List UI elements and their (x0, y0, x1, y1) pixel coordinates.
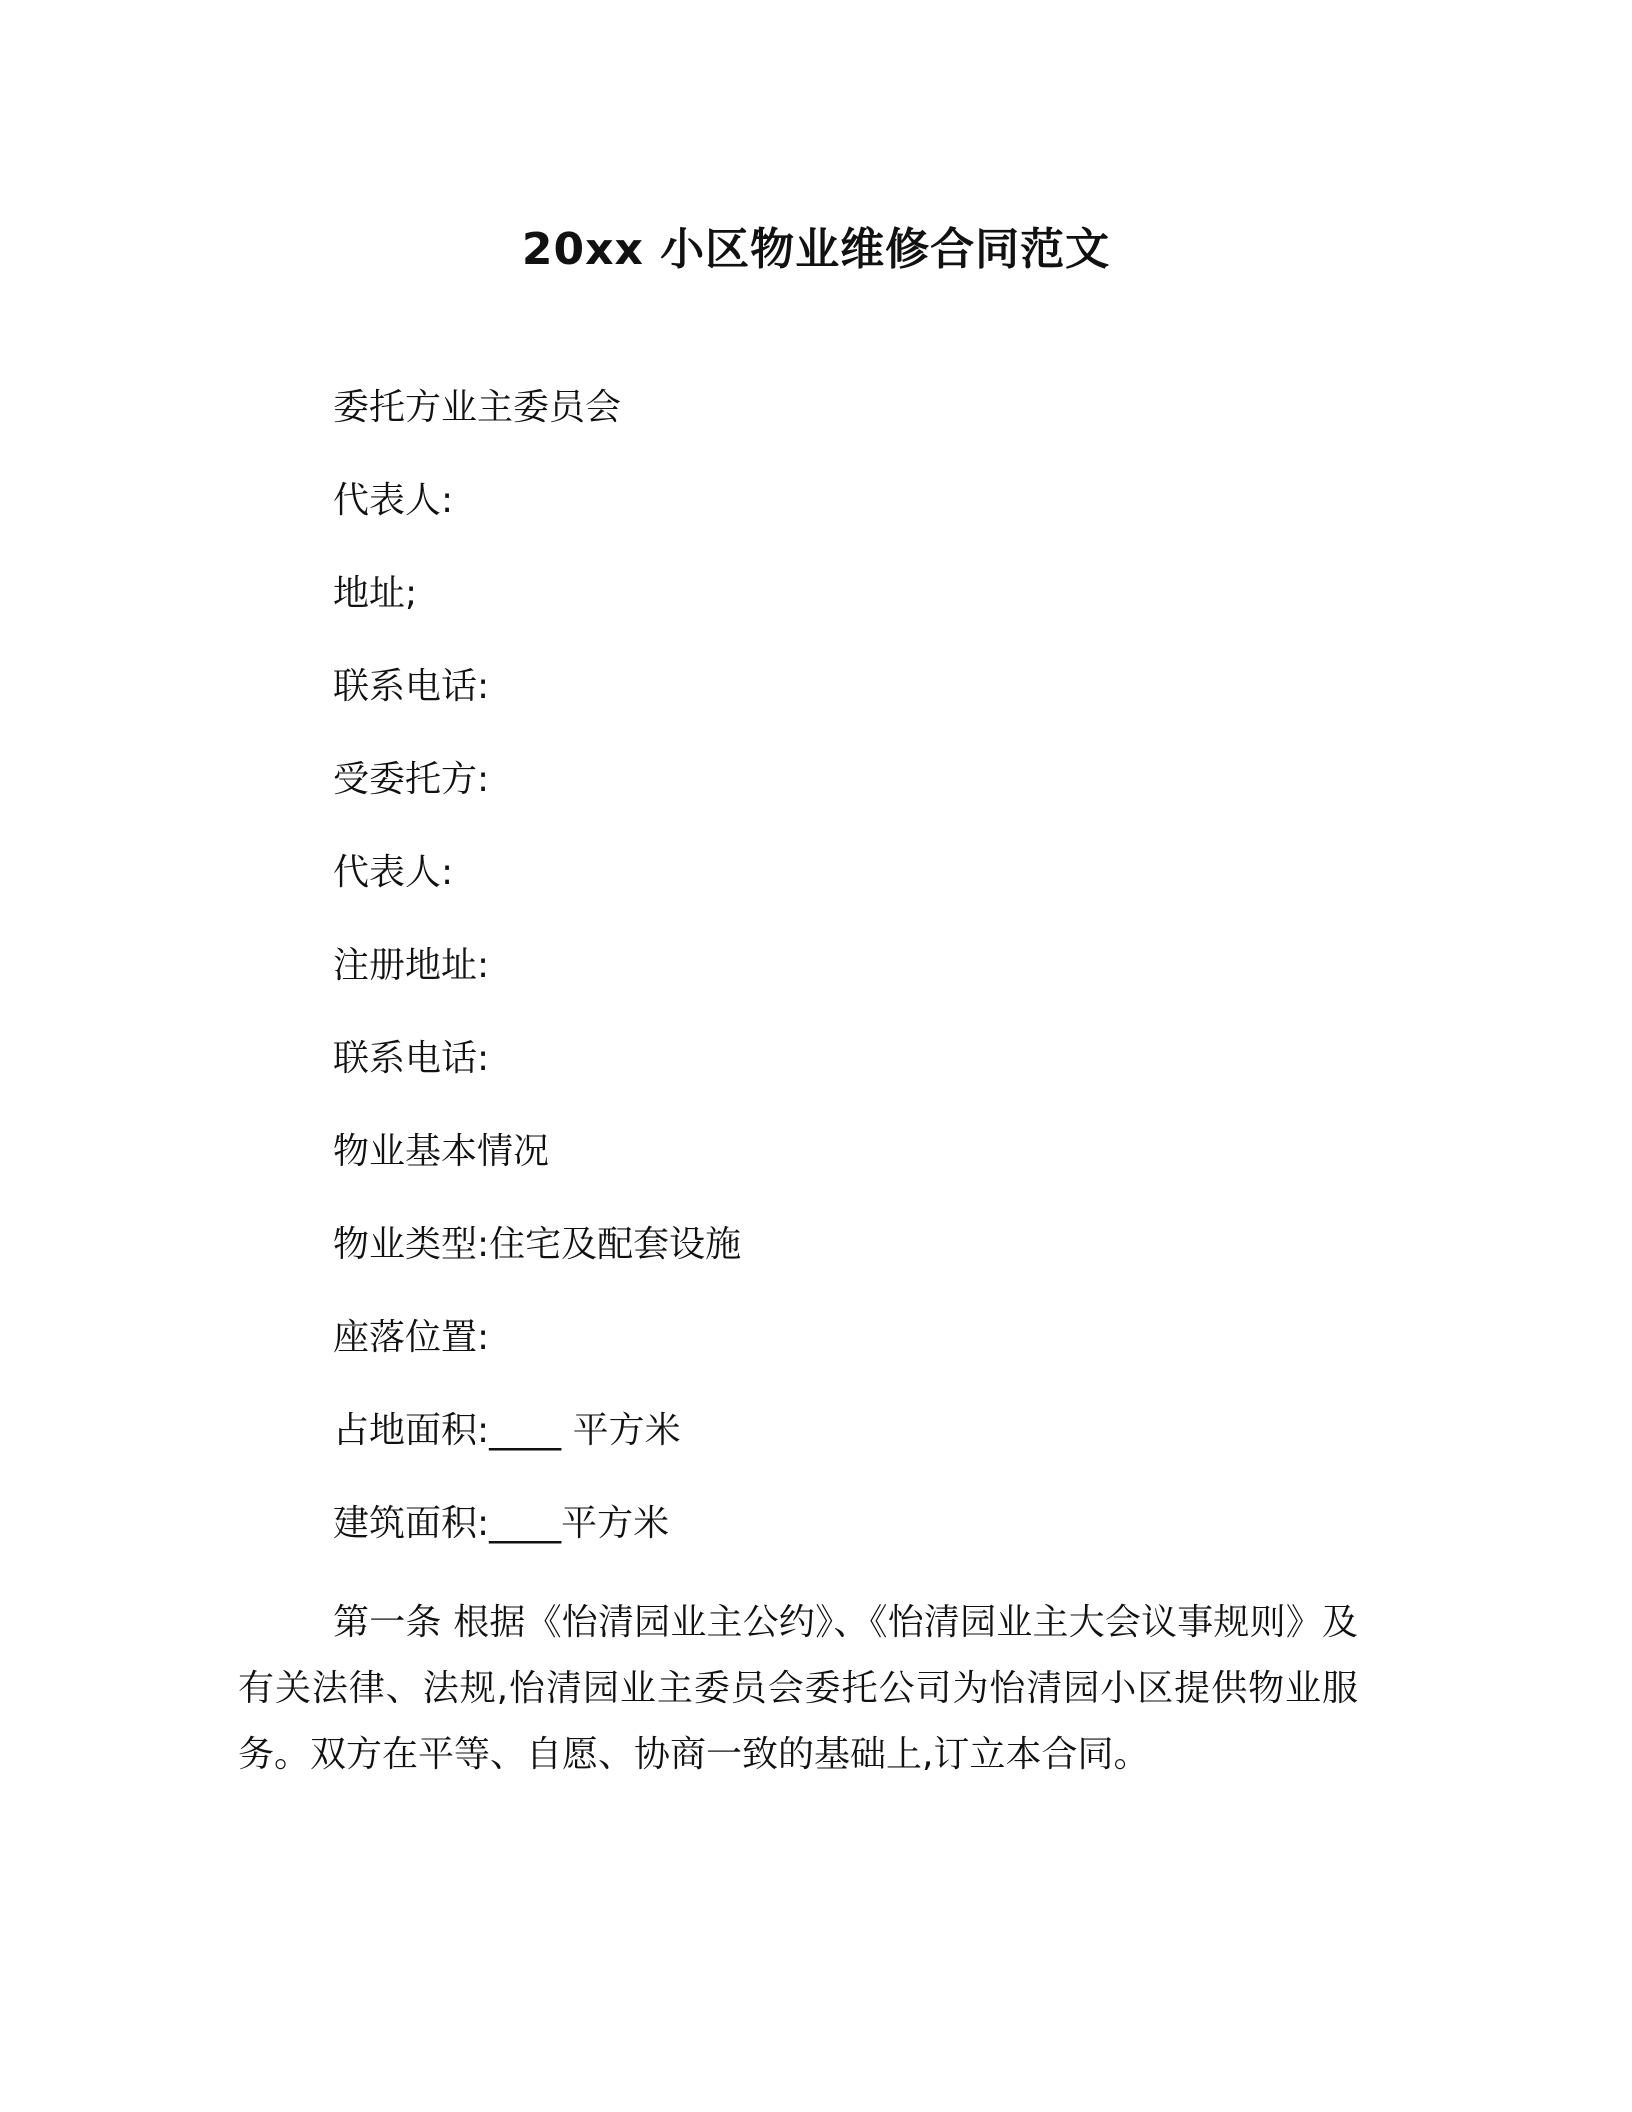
section-property-basics: 物业基本情况 (333, 1131, 550, 1172)
field-land-area: 占地面积:____ 平方米 (333, 1410, 681, 1451)
field-location: 座落位置: (333, 1317, 490, 1358)
article-1-paragraph: 第一条 根据《怡清园业主公约》、《怡清园业主大会议事规则》及有关法律、法规,怡清园业主委员会委托公司为怡清园小区提供物业服务。双方在平等、自愿、协商一致的基础上,订立本合同。 (238, 1602, 1358, 1775)
field-entrusting-representative: 代表人: (333, 480, 454, 521)
field-entrusting-address: 地址; (333, 573, 418, 614)
field-registered-address: 注册地址: (333, 945, 490, 986)
document-title: 20xx 小区物业维修合同范文 (521, 224, 1111, 275)
field-entrusting-party: 委托方业主委员会 (333, 387, 622, 428)
field-entrusting-phone: 联系电话: (333, 666, 490, 707)
field-property-type: 物业类型:住宅及配套设施 (333, 1224, 742, 1265)
field-entrusted-phone: 联系电话: (333, 1038, 490, 1079)
field-entrusted-representative: 代表人: (333, 852, 454, 893)
field-entrusted-party: 受委托方: (333, 759, 490, 800)
field-building-area: 建筑面积:____平方米 (333, 1503, 670, 1544)
